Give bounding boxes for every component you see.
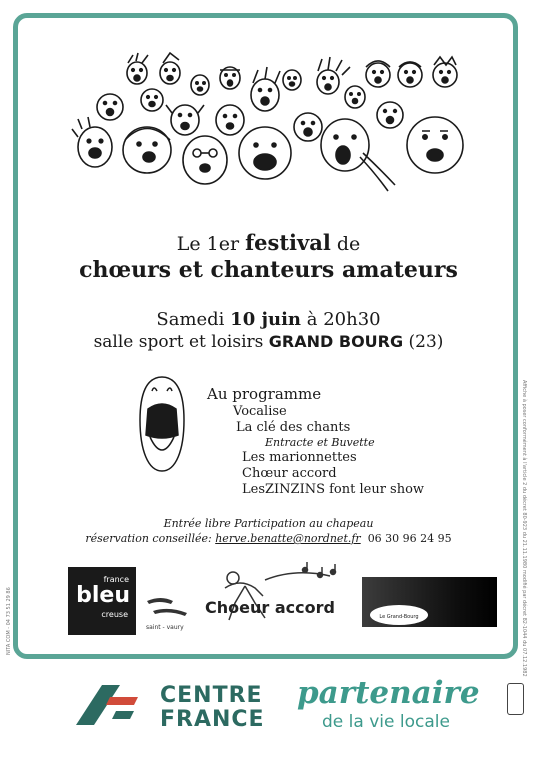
programme-item: Vocalise <box>233 404 287 419</box>
reservation-info <box>0 532 537 545</box>
grand-bourg-label: Le Grand-Bourg <box>379 614 419 620</box>
festival-title <box>0 230 537 255</box>
title-suffix: de <box>336 233 361 255</box>
date-bold: 10 juin <box>230 309 302 330</box>
programme-item: Chœur accord <box>242 466 337 481</box>
venue-bold: GRAND BOURG <box>268 332 404 351</box>
singer-face-illustration <box>138 375 186 473</box>
phone-number: 06 30 96 24 95 <box>367 532 452 545</box>
reservation-prefix: réservation conseillée: <box>85 532 212 545</box>
title-highlight: festival <box>245 230 331 255</box>
programme-item: LesZINZINS font leur show <box>242 482 425 497</box>
legal-notice: Affiche à poser conformément à l'article 2 du décret 80-923 du 21.11.1980 modifié par décret 82-1044 du 07.12.1982 <box>521 380 527 677</box>
email-link[interactable]: herve.benatte@nordnet.fr <box>215 532 361 545</box>
programme-item: Les marionnettes <box>242 450 357 465</box>
title-prefix: Le 1er <box>176 233 240 255</box>
singing-faces-illustration <box>70 45 470 195</box>
france-label: FRANCE <box>160 707 265 732</box>
choeur-accord-logo: Choeur accord <box>205 598 335 617</box>
date-prefix: Samedi <box>156 309 225 330</box>
recycle-icon <box>507 683 524 715</box>
choeur-accord-illustration <box>205 558 355 628</box>
event-date <box>0 309 537 330</box>
printer-notice: NITA COM - 04 73 51 29 86 <box>6 587 12 655</box>
france-bleu-l2: bleu <box>76 583 130 608</box>
programme-heading: Au programme <box>207 385 322 403</box>
festival-subtitle: chœurs et chanteurs amateurs <box>79 257 458 283</box>
partenaire-label: partenaire <box>297 675 480 711</box>
venue-prefix: salle sport et loisirs <box>93 332 264 352</box>
france-bleu-l1: france <box>103 575 129 584</box>
programme-item: La clé des chants <box>236 420 351 435</box>
event-venue <box>0 332 537 352</box>
france-bleu-logo <box>68 567 136 635</box>
saint-vaury-label: saint - vaury <box>146 624 184 631</box>
france-bleu-l3: creuse <box>101 610 128 619</box>
programme-item: Entracte et Buvette <box>265 436 375 449</box>
centre-label: CENTRE <box>160 683 263 708</box>
credit-agricole-logo <box>72 683 142 727</box>
event-time: à 20h30 <box>306 309 381 330</box>
venue-suffix: (23) <box>408 332 444 352</box>
entry-info: Entrée libre Participation au chapeau <box>163 517 374 530</box>
vie-locale-label: de la vie locale <box>322 712 450 732</box>
